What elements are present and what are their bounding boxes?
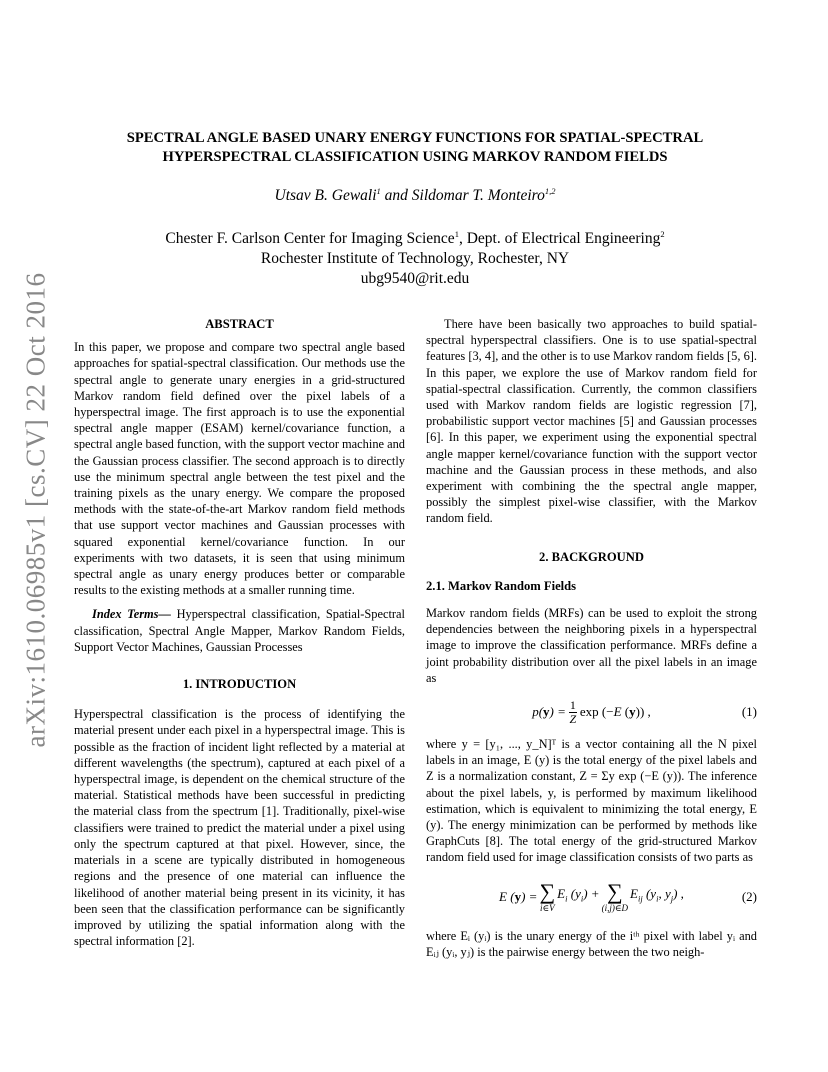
title-line-2: HYPERSPECTRAL CLASSIFICATION USING MARKOV RANDOM FIELDS [162, 149, 668, 165]
intro-heading: 1. INTRODUCTION [182, 677, 297, 692]
background-p3: where Eᵢ (yᵢ) is the unary energy of the iᵗʰ pixel with label yᵢ and Eᵢⱼ (yᵢ, yⱼ) is the pairwise energy between the two neigh- [426, 928, 757, 959]
index-terms-text: Hyperspectral classification, Spatial-Spectral classification, Spectral Angle Mapper, Markov Random Fields, Support Vector Machines, Gaussian Processes [74, 607, 406, 654]
right-column [426, 316, 757, 960]
authors [80, 186, 750, 205]
affiliation-center: Chester F. Carlson Center for Imaging Science [165, 230, 455, 248]
arxiv-stamp-text: arXiv:1610.06985v1 [cs.CV] 22 Oct 2016 [20, 272, 51, 748]
affiliation-sup-2: 2 [660, 229, 665, 239]
affiliation-line-2: Rochester Institute of Technology, Rochester, NY [260, 250, 570, 268]
title-line-1: SPECTRAL ANGLE BASED UNARY ENERGY FUNCTIONS FOR SPATIAL-SPECTRAL [126, 130, 704, 146]
intro-text: Hyperspectral classification is the process of identifying the material present under each pixel in a hyperspectral image. This is possible as the fraction of incident light reflected by a material at different wavelengths (the spectrum), captured at each pixel of a hyperspectral image, is dependent on the chemical structure of the material. Statistical methods have been successful in predicting the material class from the spectrum [1]. Traditionally, pixel-wise classifiers were trained to predict the material under a pixel using only the spectrum captured at that pixel. However, since, the materials in a scene are typically distributed in homogeneous regions and the presence of one material can influence the likelihood of another material being present in its vicinity, it has been seen that the classification performance can be significantly improved by utilizing the spatial information along with the spectral information [2]. [74, 707, 405, 949]
abstract-heading: ABSTRACT [205, 317, 274, 331]
index-terms [74, 606, 405, 655]
arxiv-stamp [18, 255, 54, 765]
author-1-sup: 1 [376, 186, 381, 196]
left-column [74, 316, 405, 949]
abstract-text: In this paper, we propose and compare two spectral angle based approaches for spatial-spectral classification. Our methods use the spectral angle to generate unary energies in a grid-structured Markov random field defined over the pixel labels of a hyperspectral image. The first approach is to use the exponential spectral angle mapper (ESAM) kernel/covariance function, a spectral angle based function, with the support vector machine and the Gaussian process classifier. The second approach is to directly use the minimum spectral angle between the test pixel and the training pixels as the unary energy. We compare the proposed methods with the state-of-the-art Markov random field methods that use support vector machines and Gaussian processes with squared exponential kernel/covariance function. In our experiments with two datasets, it is seen that using minimum spectral angle as unary energy produces better or comparable results to the existing methods at a smaller running time. [74, 340, 405, 598]
equation-1: p(y) = $\frac{1}{Z}$ exp (−E (y)) , (1) [532, 697, 757, 726]
background-p2-lead: where y = [y₁, ..., y_N]ᵀ [426, 737, 557, 752]
equation-2-number: (2) [741, 888, 757, 904]
author-1: Utsav B. Gewali [274, 187, 377, 205]
background-p2 [426, 736, 757, 866]
background-p1: Markov random fields (MRFs) can be used to exploit the strong dependencies between the neighboring pixels in a hyperspectral image to improve the classification performance. MRFs define a joint probability distribution over all the pixel labels in an image as [426, 606, 757, 685]
affiliation-dept: , Dept. of Electrical Engineering [458, 230, 661, 248]
author-2: Sildomar T. Monteiro [411, 187, 545, 205]
index-terms-label: Index Terms— [92, 607, 171, 622]
equation-1-number: (1) [741, 703, 757, 719]
paper-title [80, 129, 750, 167]
affiliation [80, 224, 750, 289]
authors-and: and [380, 187, 412, 205]
background-heading: 2. BACKGROUND [539, 549, 644, 564]
background-p2-body: is a vector containing all the N pixel labels in an image, E (y) is the total energy of the pixel labels and Z is a normalization constant, Z = Σy exp (−E (y)). The inference about the pixel labels, y, is performed by maximum likelihood estimation, which is equivalent to minimizing the total energy, E (y). The energy minimization can be performed by methods like GraphCuts [8]. The total energy of the grid-structured Markov random field used for image classification consists of two parts as [426, 737, 757, 865]
equation-2: E (y) = ∑ i∈V $E_i$ $(y_i)$ + ∑ (i,j)∈D $E_{ij}$ ($y_i$, $y_j$) , (2) [499, 878, 757, 913]
affiliation-sup-1: 1 [454, 229, 459, 239]
author-2-sup: 1,2 [544, 186, 556, 196]
affiliation-line-1 [80, 224, 750, 249]
email: ubg9540@rit.edu [360, 270, 470, 288]
mrf-subheading: 2.1. Markov Random Fields [426, 578, 577, 593]
right-intro-text: There have been basically two approaches to build spatial-spectral hyperspectral classifiers. One is to use spatial-spectral features [3, 4], and the other is to use Markov random fields [5, 6]. In this paper, we explore the use of Markov random field for spatial-spectral classification. Currently, the common classifiers used with Markov random fields are logistic regression [7], probabilistic support vector machines [5] and Gaussian processes [6]. In this paper, we experiment using the exponential spectral angle mapper kernel/covariance function with the support vector machine and the Gaussian process in these methods, and also experiment with combining the the spectral angle mapper, possibly the simplest pixel-wise classifier, with the Markov random field. [426, 317, 757, 526]
